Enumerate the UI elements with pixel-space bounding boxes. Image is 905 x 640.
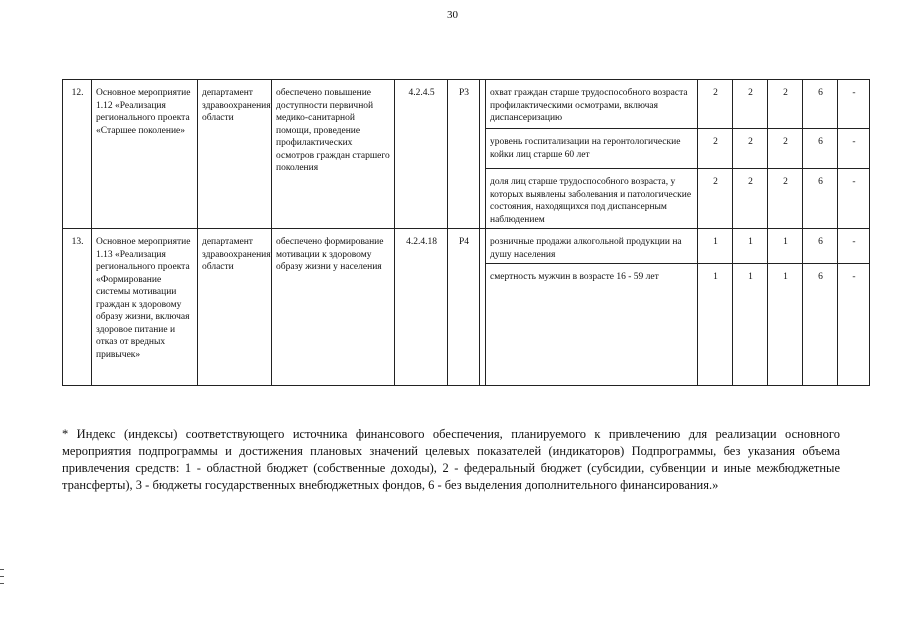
project-code: Р4: [448, 229, 480, 386]
indicator-value-1: 1: [698, 264, 733, 386]
measure-name: Основное мероприятие 1.12 «Реализация регионального проекта «Старшее поколение»: [92, 80, 198, 229]
indicator-value-2: 1: [733, 229, 768, 264]
row-number: 13.: [63, 229, 92, 386]
indicator-value-4: 6: [803, 129, 838, 169]
executor: департамент здравоохранения области: [198, 80, 272, 229]
measure-name: Основное мероприятие 1.13 «Реализация регионального проекта «Формирование системы мотивации граждан к здоровому образу жизни, включая здоровое питание и отказ от вредных привычек»: [92, 229, 198, 386]
scan-edge-mark: [0, 569, 4, 584]
indicator-value-4: 6: [803, 264, 838, 386]
indicator-name: розничные продажи алкогольной продукции на душу населения: [486, 229, 698, 264]
link-code: 4.2.4.5: [395, 80, 448, 229]
indicator-value-3: 2: [768, 169, 803, 229]
indicator-name: охват граждан старше трудоспособного возраста профилактическими осмотрами, включая диспансеризацию: [486, 80, 698, 129]
indicator-value-4: 6: [803, 169, 838, 229]
indicator-value-2: 2: [733, 169, 768, 229]
indicator-value-5: -: [838, 229, 870, 264]
indicator-value-3: 2: [768, 80, 803, 129]
expected-result: обеспечено формирование мотивации к здоровому образу жизни у населения: [272, 229, 395, 386]
indicator-name: смертность мужчин в возрасте 16 - 59 лет: [486, 264, 698, 386]
indicator-value-3: 1: [768, 229, 803, 264]
project-code: Р3: [448, 80, 480, 229]
row-number: 12.: [63, 80, 92, 229]
expected-result: обеспечено повышение доступности первичной медико-санитарной помощи, проведение профилактических осмотров граждан старшего поколения: [272, 80, 395, 229]
indicator-value-1: 2: [698, 129, 733, 169]
table-row: [63, 80, 870, 129]
table-row: [63, 229, 870, 264]
indicator-value-1: 1: [698, 229, 733, 264]
page-number: 30: [447, 9, 458, 21]
link-code: 4.2.4.18: [395, 229, 448, 386]
indicator-value-4: 6: [803, 80, 838, 129]
indicator-value-2: 2: [733, 80, 768, 129]
executor: департамент здравоохранения области: [198, 229, 272, 386]
indicator-value-5: -: [838, 264, 870, 386]
indicator-value-3: 2: [768, 129, 803, 169]
indicator-value-2: 1: [733, 264, 768, 386]
indicator-value-3: 1: [768, 264, 803, 386]
indicator-value-2: 2: [733, 129, 768, 169]
footnote: * Индекс (индексы) соответствующего источника финансового обеспечения, планируемого к привлечению для реализации основного мероприятия подпрограммы и достижения плановых значений целевых показателей (индикаторов) Подпрограммы, без указания объема привлечения средств: 1 - областной бюджет (собственные доходы), 2 - федеральный бюджет (субсидии, субвенции и иные межбюджетные трансферты), 3 - бюджеты государственных внебюджетных фондов, 6 - без выделения дополнительного финансирования.»: [62, 427, 840, 492]
indicator-value-5: -: [838, 80, 870, 129]
indicator-value-5: -: [838, 129, 870, 169]
indicator-value-1: 2: [698, 80, 733, 129]
indicator-value-1: 2: [698, 169, 733, 229]
indicator-name: уровень госпитализации на геронтологические койки лиц старше 60 лет: [486, 129, 698, 169]
program-measures-table: [62, 79, 870, 386]
indicator-value-5: -: [838, 169, 870, 229]
indicator-name: доля лиц старше трудоспособного возраста, у которых выявлены заболевания и патологические состояния, находящихся под диспансерным наблюдением: [486, 169, 698, 229]
indicator-value-4: 6: [803, 229, 838, 264]
